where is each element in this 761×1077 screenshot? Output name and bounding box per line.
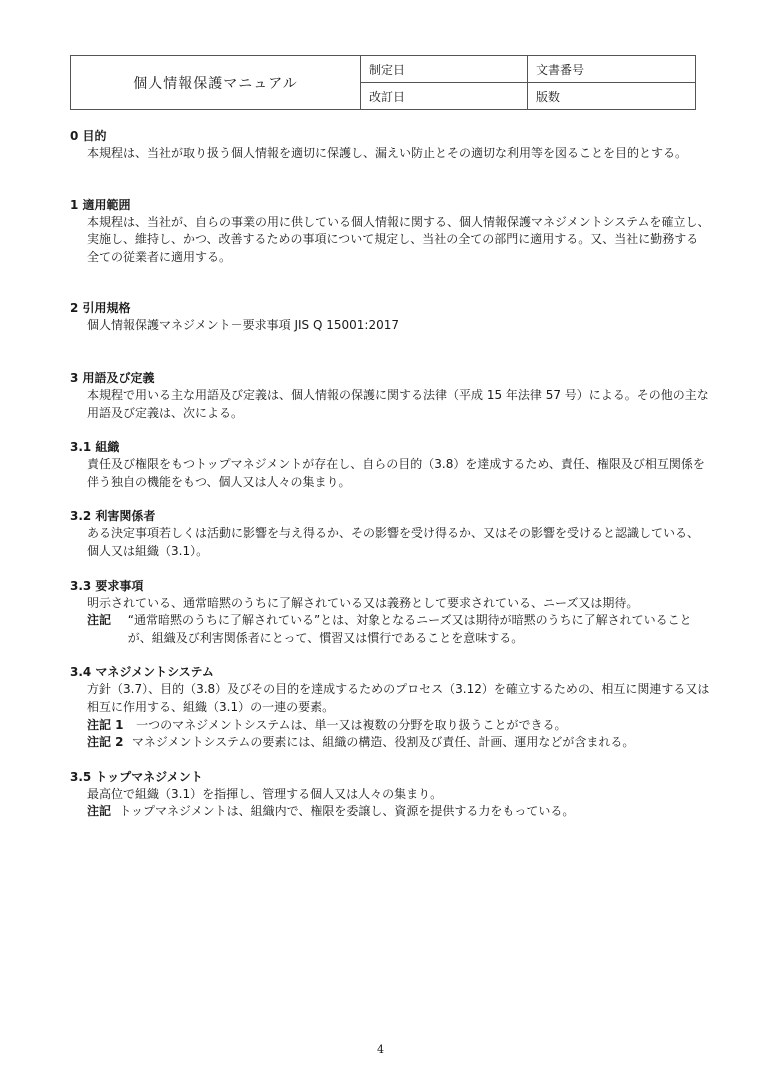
section-heading: 3 用語及び定義 <box>70 370 155 385</box>
section-references <box>70 299 710 335</box>
section-body: 方針（3.7）、目的（3.8）及びその目的を達成するためのプロセス（3.12）を確立するための、相互に関連する又は相互に作用する、組織（3.1）の一連の要素。 <box>87 682 710 714</box>
page-number: 4 <box>377 1043 384 1056</box>
section-body: 本規程は、当社が取り扱う個人情報を適切に保護し、漏えい防止とその適切な利用等を図ることを目的とする。 <box>87 146 688 160</box>
term-interested-party <box>70 507 710 560</box>
section-heading: 3.4 マネジメントシステム <box>70 665 214 680</box>
section-heading: 3.5 トップマネジメント <box>70 769 203 784</box>
document-number-label: 文書番号 <box>528 56 696 83</box>
note-label: 注記 <box>87 613 112 628</box>
note-text: 一つのマネジメントシステムは、単一又は複数の分野を取り扱うことができる。 <box>136 717 567 732</box>
note-label: 注記 2 <box>87 735 124 750</box>
note <box>87 612 710 647</box>
section-heading: 3.2 利害関係者 <box>70 509 156 524</box>
section-heading: 2 引用規格 <box>70 301 131 316</box>
section-body: 責任及び権限をもつトップマネジメントが存在し、自らの目的（3.8）を達成するため、責任、権限及び相互関係を伴う独自の機能をもつ、個人又は人々の集まり。 <box>87 457 705 489</box>
term-top-management <box>70 768 710 821</box>
note-text: トップマネジメントは、組織内で、権限を委譲し、資源を提供する力をもっている。 <box>119 804 575 819</box>
note-text: “通常暗黙のうちに了解されている”とは、対象となるニーズ又は期待が暗黙のうちに了解されていることが、組織及び利害関係者にとって、慣習又は慣行であることを意味する。 <box>127 613 692 645</box>
section-heading: 0 目的 <box>70 129 107 143</box>
document-header-table <box>70 55 696 110</box>
section-body: ある決定事項若しくは活動に影響を与え得るか、その影響を受け得るか、又はその影響を受けると認識している、個人又は組織（3.1）。 <box>87 526 700 558</box>
section-body: 本規程は、当社が、自らの事業の用に供している個人情報に関する、個人情報保護マネジメントシステムを確立し、実施し、維持し、かつ、改善するための事項について規定し、当社の全ての部門に適用する。又、当社に勤務する全ての従業者に適用する。 <box>87 214 710 264</box>
manual-title: 個人情報保護マニュアル <box>71 56 361 110</box>
section-body: 明示されている、通常暗黙のうちに了解されている又は義務として要求されている、ニーズ又は期待。 <box>87 595 639 610</box>
version-label: 版数 <box>528 83 696 110</box>
document-body <box>70 127 710 821</box>
section-scope <box>70 196 710 267</box>
term-management-system <box>70 663 710 751</box>
note <box>87 803 710 821</box>
established-date-label: 制定日 <box>361 56 528 83</box>
note-text: マネジメントシステムの要素には、組織の構造、役割及び責任、計画、運用などが含まれる。 <box>131 735 635 750</box>
section-body: 最高位で組織（3.1）を指揮し、管理する個人又は人々の集まり。 <box>87 786 443 801</box>
term-organization <box>70 438 710 491</box>
note <box>87 734 710 752</box>
section-heading: 1 適用範囲 <box>70 197 131 212</box>
term-requirement <box>70 577 710 648</box>
section-heading: 3.1 組織 <box>70 440 120 455</box>
section-body: 個人情報保護マネジメント－要求事項 JIS Q 15001:2017 <box>87 318 399 333</box>
revision-date-label: 改訂日 <box>361 83 528 110</box>
section-heading: 3.3 要求事項 <box>70 578 144 593</box>
section-terms <box>70 369 710 422</box>
note <box>87 717 710 735</box>
section-purpose <box>70 127 710 163</box>
note-label: 注記 <box>87 804 112 819</box>
note-label: 注記 1 <box>87 717 124 732</box>
section-body: 本規程で用いる主な用語及び定義は、個人情報の保護に関する法律（平成 15 年法律 57 号）による。その他の主な用語及び定義は、次による。 <box>87 387 709 420</box>
